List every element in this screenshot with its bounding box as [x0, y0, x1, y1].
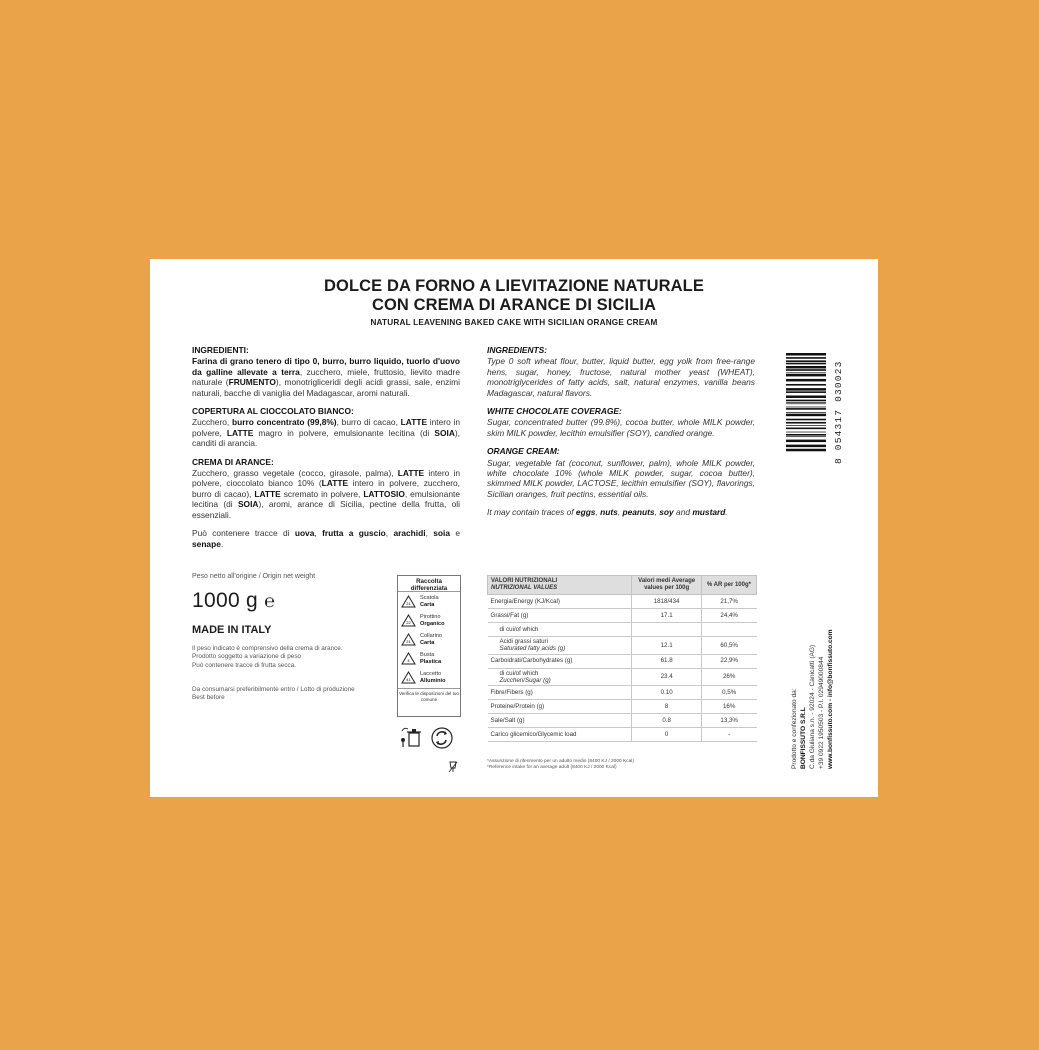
ingredients-italian [192, 345, 460, 549]
nutrition-label [488, 714, 632, 728]
nutrition-ar: 0,5% [701, 686, 756, 700]
recycle-triangle-icon [401, 633, 416, 647]
nutrition-value: 17.1 [632, 609, 701, 623]
text-segment: ), monotrigliceridi degli acidi grassi, sale, enzimi naturali, bacche di vaniglia del Madagascar, aromi naturali. [192, 377, 460, 398]
nutrition-header-label [488, 576, 632, 595]
barcode-bar [786, 384, 826, 386]
ingredients-text-en: Type 0 soft wheat flour, butter, liquid butter, egg yolk from free-range hens, sugar, honey, fructose, natural mother yeast (WHEAT), monotriglycerides of fatty acids, salt, natural enzymes, vanilla beans Madagascar, natural flavors. [487, 356, 755, 398]
coverage-heading-en: WHITE CHOCOLATE COVERAGE: [487, 406, 622, 417]
text-segment: It may contain traces of [487, 507, 576, 518]
barcode-bar [786, 422, 826, 424]
ingredients-text-it [192, 356, 460, 398]
text-segment: Zucchero, grasso vegetale (cocco, girasole, palma), [192, 468, 398, 479]
bold-text-segment: SOIA [237, 499, 259, 510]
weight-notes [192, 645, 382, 670]
nutrition-row [488, 686, 757, 700]
bold-text-segment: soia [433, 528, 451, 539]
nutrition-label [488, 728, 632, 742]
barcode-bar [786, 449, 826, 452]
title-line-2: CON CREMA DI ARANCE DI SICILIA [371, 296, 657, 314]
recycling-item-name: Laccetto [420, 671, 442, 677]
coverage-text-it [192, 417, 460, 448]
best-before-en: Best before [192, 694, 225, 702]
bold-text-segment: mustard [692, 507, 726, 518]
barcode-bar [786, 407, 826, 408]
net-weight-label: Peso netto all'origine / Origin net weight [192, 573, 316, 580]
nutrition-body [488, 595, 757, 742]
recycling-item-material: Carta [420, 601, 435, 608]
text-segment: e [450, 528, 461, 539]
text-segment: and [673, 507, 693, 518]
title-line-1: DOLCE DA FORNO A LIEVITAZIONE NATURALE [324, 277, 704, 295]
nutrition-label [488, 637, 632, 655]
nutrition-table [487, 575, 757, 742]
text-segment: magro in polvere, emulsionante lecitina (di [253, 427, 435, 438]
recycling-symbols [400, 725, 458, 751]
nutrition-label-text: Proteine/Protein (g) [490, 703, 545, 711]
made-in-italy: MADE IN ITALY [192, 624, 272, 636]
recycling-item-name: Scatola [420, 595, 439, 601]
net-weight [192, 589, 275, 613]
net-weight-value: 1000 g [192, 589, 259, 612]
nutrition-footnote-it: *Assunzione di riferimento per un adulto medio (8400 KJ / 2000 Kcal) [487, 759, 634, 764]
recycling-item-material: Organico [420, 620, 445, 627]
svg-text:4: 4 [407, 657, 410, 663]
bold-text-segment: SOIA [434, 427, 455, 438]
text-segment: , [425, 528, 434, 539]
nutrition-row [488, 623, 757, 637]
nutrition-label [488, 595, 632, 609]
nutrition-header-it: VALORI NUTRIZIONALI [491, 578, 558, 584]
recycling-item-material: Plastica [420, 658, 442, 665]
nutrition-row [488, 714, 757, 728]
recycle-triangle-icon [401, 595, 416, 609]
nutrition-footnote [487, 759, 634, 771]
svg-text:21: 21 [406, 600, 411, 606]
company-web: www.bonfissuto.com - info@bonfissuto.com [827, 629, 834, 769]
bold-text-segment: peanuts [622, 507, 655, 518]
allergens-it [192, 528, 460, 549]
nutrition-label [488, 654, 632, 668]
text-segment: , [617, 507, 623, 518]
allergens-en [487, 507, 755, 517]
barcode-bar [786, 436, 826, 437]
barcode-bar [786, 360, 826, 362]
barcode-bar [786, 402, 826, 403]
cream-text-it [192, 468, 460, 520]
text-segment: intero in polvere, cioccolato bianco 10% ( [192, 468, 460, 489]
recycling-item [398, 668, 460, 687]
nutrition-ar [701, 623, 756, 637]
recycle-triangle-icon [401, 652, 416, 666]
best-before [192, 686, 402, 703]
nutrition-value: 0 [632, 728, 701, 742]
bin-icon [401, 728, 421, 747]
barcode-bar [786, 414, 826, 417]
barcode-bar [786, 445, 826, 448]
nutrition-row [488, 595, 757, 609]
barcode-bar [786, 379, 826, 382]
nutrition-label [488, 700, 632, 714]
bold-text-segment: LATTE [226, 427, 254, 438]
nutrition-value [632, 623, 701, 637]
barcode-bar [786, 372, 826, 373]
barcode-digits: 8 054317 030023 [833, 360, 844, 464]
text-segment: Zucchero, [192, 417, 232, 428]
recycling-header: Raccolta differenziata [398, 576, 460, 592]
nutrition-footnote-en: *Reference intake for an average adult (8400 KJ / 2000 Kcal) [487, 765, 617, 770]
nutrition-value: 12.1 [632, 637, 701, 655]
svg-text:22: 22 [406, 619, 411, 625]
bold-text-segment: soy [659, 507, 674, 518]
best-before-it: Da consumarsi preferibilmente entro / Lotto di produzione [192, 686, 355, 693]
text-segment: scremato in polvere, [280, 488, 364, 499]
text-segment: , [654, 507, 660, 518]
recycling-item-name: Busta [420, 652, 435, 658]
recycle-triangle-icon [401, 671, 416, 685]
nutrition-row [488, 654, 757, 668]
recycling-footer: Verifica le disposizioni del tuo comune [398, 688, 460, 702]
coverage-heading-it: COPERTURA AL CIOCCOLATO BIANCO: [192, 406, 354, 417]
text-segment: , zucchero, miele, fruttosio, lievito madre naturale ( [192, 366, 460, 388]
barcode-bar [786, 412, 826, 413]
nutrition-header-en: NUTRIZIONAL VALUES [491, 585, 558, 591]
nutrition-label-text: Saturated fatty acids (g) [499, 645, 566, 653]
text-segment: , burro di cacao, [336, 417, 401, 428]
bold-text-segment: uova [294, 528, 315, 539]
barcode-bar [786, 419, 826, 421]
barcode-bar [786, 434, 826, 436]
barcode-bar [786, 388, 826, 391]
food-contact-icon [448, 761, 458, 773]
barcode-bar [786, 440, 826, 443]
estimated-sign-icon: ℮ [264, 591, 276, 611]
nutrition-label [488, 623, 632, 637]
text-segment: ), canditi di arancia. [192, 427, 460, 449]
weight-note: Il peso indicato è comprensivo della crema di arance. [192, 645, 343, 652]
coverage-text-en: Sugar, concentrated butter (99.8%), cocoa butter, whole MILK powder, skim MILK powder, lecithin emulsifier (SOY), candied orange. [487, 417, 755, 438]
company-phone: +39 0922 1950503 - P.I. 02949000844 [818, 656, 825, 769]
barcode-bar [786, 395, 826, 398]
svg-text:21: 21 [406, 638, 411, 644]
nutrition-row [488, 728, 757, 742]
nutrition-label-text: Zuccheri/Sugar (g) [499, 676, 551, 684]
nutrition-label-text: Grassi/Fat (g) [490, 611, 529, 619]
bold-text-segment: LATTE [400, 417, 428, 428]
recycling-box [397, 575, 461, 717]
barcode [786, 351, 826, 461]
nutrition-ar: 16% [701, 700, 756, 714]
barcode-bar [786, 366, 826, 369]
nutrition-row [488, 609, 757, 623]
recycle-arrows-icon [432, 728, 452, 748]
recycling-item [398, 592, 460, 611]
text-segment: , [595, 507, 601, 518]
company-intro: Prodotto e confezionato da: [791, 688, 798, 769]
weight-note: Prodotto soggetto a variazione di peso [192, 653, 302, 661]
nutrition-label-text: Energia/Energy (KJ/Kcal) [490, 597, 560, 605]
bold-text-segment: arachidi [393, 528, 426, 539]
ingredients-heading-en: INGREDIENTS: [487, 345, 548, 355]
company-name: BONFISSUTO S.R.L [800, 707, 807, 769]
ingredients-heading-it: INGREDIENTI: [192, 345, 249, 355]
nutrition-label [488, 686, 632, 700]
barcode-bar [786, 357, 826, 359]
text-segment: , [314, 528, 323, 539]
nutrition-value: 61.8 [632, 654, 701, 668]
barcode-bar [786, 432, 826, 433]
bold-text-segment: frutta a guscio [322, 528, 386, 539]
bold-text-segment: burro concentrato (99,8%) [231, 417, 337, 428]
nutrition-label-text: Acidi grassi saturi [499, 638, 548, 645]
barcode-bar [786, 391, 826, 393]
nutrition-ar: - [701, 728, 756, 742]
bold-text-segment: FRUMENTO [228, 377, 276, 388]
cream-heading-it: CREMA DI ARANCE: [192, 456, 274, 467]
bold-text-segment: Farina di grano tenero di tipo 0, burro, burro liquido, tuorlo d'uovo da galline allevate a terra [192, 356, 460, 377]
barcode-bar [786, 408, 826, 410]
title-subtitle: NATURAL LEAVENING BAKED CAKE WITH SICILIAN ORANGE CREAM [370, 318, 658, 327]
nutrition-label-text: Sale/Salt (g) [490, 717, 525, 725]
company-info [790, 589, 844, 769]
bold-text-segment: LATTE [397, 468, 425, 479]
bold-text-segment: nuts [600, 507, 618, 518]
barcode-bar [786, 369, 826, 371]
bold-text-segment: LATTOSIO [363, 488, 405, 499]
nutrition-header-ar: % AR per 100g* [701, 576, 756, 595]
nutrition-header-row [488, 576, 757, 595]
barcode-bar [786, 374, 826, 377]
nutrition-row [488, 637, 757, 655]
label-title [150, 277, 878, 327]
nutrition-ar: 60,5% [701, 637, 756, 655]
svg-text:41: 41 [406, 676, 411, 682]
nutrition-value: 1818/434 [632, 595, 701, 609]
ingredients-english [487, 345, 755, 518]
text-segment: intero in polvere, zucchero, burro di cacao), [192, 478, 460, 499]
recycling-item-name: Pirottino [420, 614, 441, 620]
text-segment: Può contenere tracce di [192, 528, 295, 539]
text-segment: . [220, 538, 224, 549]
barcode-bar [786, 425, 826, 426]
barcode-bar [786, 428, 826, 430]
nutrition-value: 23.4 [632, 668, 701, 686]
text-segment: , [385, 528, 394, 539]
nutrition-row [488, 700, 757, 714]
nutrition-label-text: Carico glicemico/Glycemic load [490, 731, 577, 739]
bold-text-segment: senape [192, 538, 221, 549]
nutrition-row [488, 668, 757, 686]
bold-text-segment: LATTE [254, 488, 281, 499]
recycling-item-material: Alluminio [420, 677, 446, 684]
nutrition-label-text: di cui/of which [499, 669, 539, 677]
nutrition-ar: 21,7% [701, 595, 756, 609]
company-address: C.da Giuliana s.n. - 92024 - Canicattì (AG) [809, 644, 816, 769]
nutrition-ar: 26% [701, 668, 756, 686]
weight-note: Può contenere tracce di frutta secca. [192, 661, 297, 669]
nutrition-value: 8 [632, 700, 701, 714]
text-segment: ), aromi, arance di Sicilia, pectine della frutta, oli essenziali. [192, 499, 460, 520]
nutrition-label-text: Fibre/Fibers (g) [490, 689, 533, 697]
recycle-triangle-icon [401, 614, 416, 628]
nutrition-ar: 13,3% [701, 714, 756, 728]
barcode-bar [786, 403, 826, 404]
nutrition-value: 0.8 [632, 714, 701, 728]
nutrition-value: 0.10 [632, 686, 701, 700]
recycling-item-name: Collarino [420, 633, 443, 639]
nutrition-header-values: Valori medi Average values per 100g [632, 576, 701, 595]
recycling-item [398, 649, 460, 668]
nutrition-ar: 22,9% [701, 654, 756, 668]
recycling-item [398, 611, 460, 630]
cream-heading-en: ORANGE CREAM: [487, 446, 560, 457]
nutrition-label [488, 668, 632, 686]
product-label [150, 259, 878, 797]
text-segment: , emulsionante lecitina (di [192, 488, 460, 510]
text-segment: intero in polvere, [192, 417, 460, 438]
recycling-item [398, 630, 460, 649]
text-segment: . [725, 507, 728, 518]
bold-text-segment: LATTE [321, 478, 349, 489]
nutrition-ar: 24,4% [701, 609, 756, 623]
barcode-bar [786, 400, 826, 402]
nutrition-label-text: Carboidrati/Carbohydrates (g) [490, 657, 573, 665]
recycling-item-material: Carta [420, 639, 435, 646]
nutrition-label-text: di cui/of which [499, 625, 539, 633]
cream-text-en: Sugar, vegetable fat (coconut, sunflower, palm), whole MILK powder, white chocolate 10% (whole MILK powder, sugar, cocoa butter), skimmed MILK powder, LACTOSE, lecithin emulsifier (SOY), flavorings, Sicilian oranges, fruit pectins, essential oils. [487, 457, 755, 499]
barcode-bar [786, 353, 826, 356]
barcode-bar [786, 363, 826, 365]
nutrition-label [488, 609, 632, 623]
bold-text-segment: eggs [575, 507, 596, 518]
